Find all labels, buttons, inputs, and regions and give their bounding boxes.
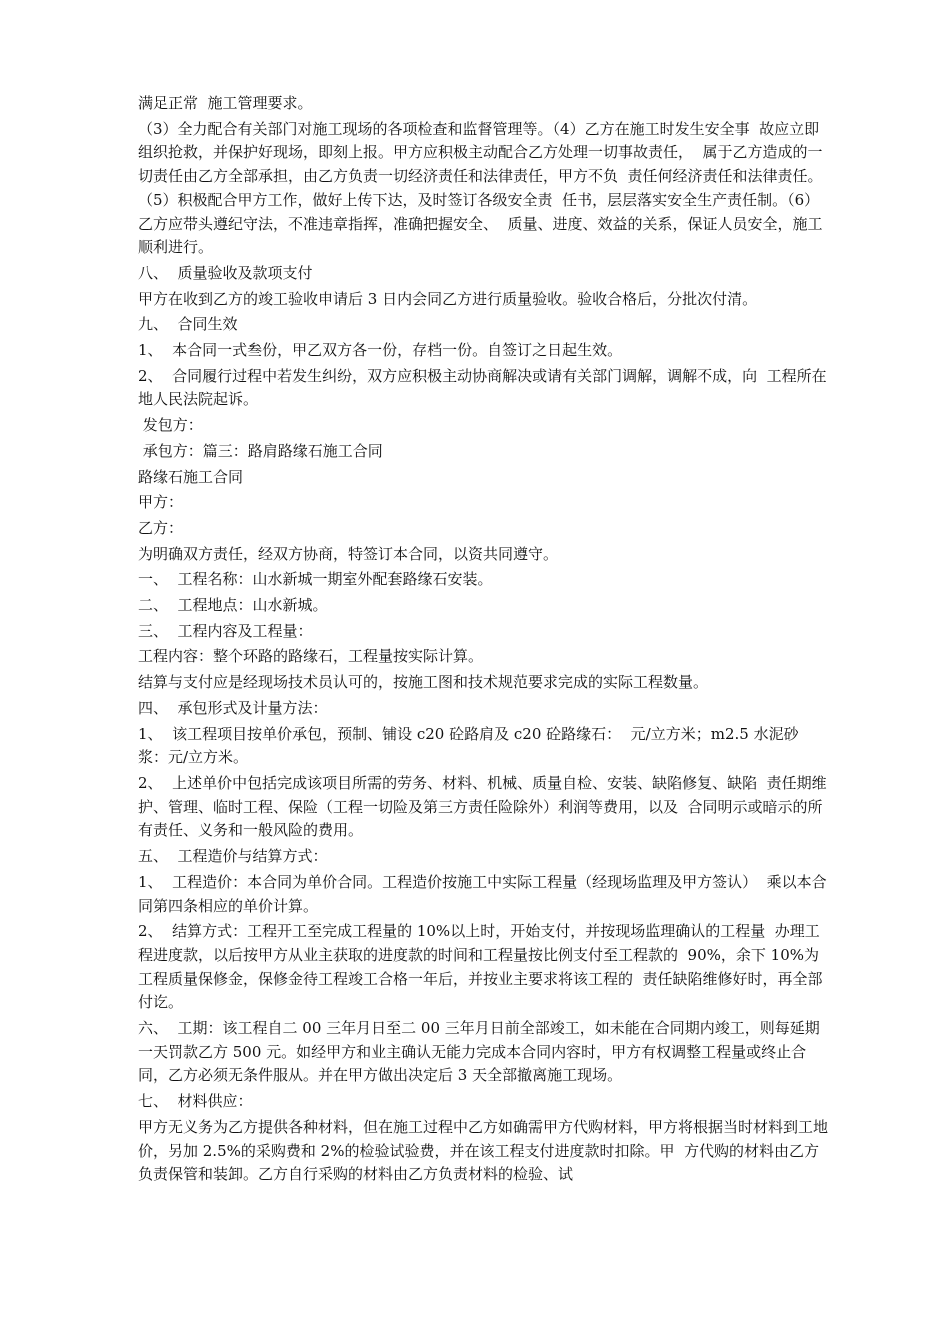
clause-9-2: 2、 合同履行过程中若发生纠纷，双方应积极主动协商解决或请有关部门调解，调解不成，向 工程所在地人民法院起诉。	[138, 366, 827, 409]
section-1-project-name: 一、 工程名称：山水新城一期室外配套路缘石安装。	[138, 570, 493, 589]
clause-5-2: 2、 结算方式：工程开工至完成工程量的 10%以上时，开始支付，并按现场监理确认的工程量 办理工程进度款，以后按甲方从业主获取的进度款的时间和工程量按比例支付至工程款的 90%，余下 10%为工程质量保修金，保修金待工程竣工合格一年后，并按业主要求将该工程的 责任缺陷维修好时，再全部付讫。	[138, 922, 823, 1012]
clause-4-1: 1、 该工程项目按单价承包，预制、铺设 c20 砼路肩及 c20 砼路缘石： 元/立方米；m2.5 水泥砂浆：元/立方米。	[138, 724, 799, 767]
party-b-line: 乙方：	[138, 518, 184, 537]
section-6-schedule: 六、 工期：该工程自二 00 三年月日至二 00 三年月日前全部竣工，如未能在合同期内竣工，则每延期一天罚款乙方 500 元。如经甲方和业主确认无能力完成本合同内容时，甲方有权调整工程量或终止合同，乙方必须无条件服从。并在甲方做出决定后 3 天全部撤离施工现场。	[138, 1019, 820, 1085]
section-heading-9: 九、 合同生效	[138, 315, 238, 334]
clause-5-1: 1、 工程造价：本合同为单价合同。工程造价按施工中实际工程量（经现场监理及甲方签认） 乘以本合同第四条相应的单价计算。	[138, 872, 827, 915]
section-heading-8: 八、 质量验收及款项支付	[138, 263, 313, 282]
section-2-project-location: 二、 工程地点：山水新城。	[138, 596, 328, 615]
clause-4-2: 2、 上述单价中包括完成该项目所需的劳务、材料、机械、质量自检、安装、缺陷修复、缺陷 责任期维护、管理、临时工程、保险（工程一切险及第三方责任险除外）利润等费用，以及 合同明示或暗示的所有责任、义务和一般风险的费用。	[138, 773, 827, 840]
party-a-line: 甲方：	[138, 493, 184, 512]
section-heading-4: 四、 承包形式及计量方法：	[138, 698, 328, 717]
employer-signature-line: 发包方：	[138, 416, 203, 435]
clause-9-1: 1、 本合同一式叁份，甲乙双方各一份，存档一份。自签订之日起生效。	[138, 341, 623, 360]
section-heading-3: 三、 工程内容及工程量：	[138, 621, 313, 640]
contract-document	[138, 92, 828, 1189]
contract-title: 路缘石施工合同	[138, 467, 244, 486]
project-content: 工程内容：整个环路的路缘石，工程量按实际计算。	[138, 647, 484, 666]
section-heading-5: 五、 工程造价与结算方式：	[138, 847, 328, 866]
paragraph-safety-duties: （3）全力配合有关部门对施工现场的各项检查和监督管理等。（4）乙方在施工时发生安全事 故应立即组织抢救，并保护好现场，即刻上报。甲方应积极主动配合乙方处理一切事故责任， 属于乙方造成的一切责任由乙方全部承担，由乙方负责一切经济责任和法律责任，甲方不负 责任何经济责任和法律责任。（5）积极配合甲方工作，做好上传下达，及时签订各级安全责 任书，层层落实安全生产责任制。（6）乙方应带头遵纪守法，不准违章指挥，准确把握安全、 质量、进度、效益的关系，保证人员安全，施工顺利进行。	[138, 119, 823, 257]
materials-supply: 甲方无义务为乙方提供各种材料，但在施工过程中乙方如确需甲方代购材料，甲方将根据当时材料到工地价，另加 2.5%的采购费和 2%的检验试验费，并在该工程支付进度款时扣除。甲 方代购的材料由乙方负责保管和装卸。乙方自行采购的材料由乙方负责材料的检验、试	[138, 1117, 829, 1184]
paragraph-continuation: 满足正常 施工管理要求。	[138, 94, 313, 112]
section-heading-7: 七、 材料供应：	[138, 1092, 253, 1111]
contractor-signature-line: 承包方：篇三：路肩路缘石施工合同	[138, 441, 383, 460]
preamble: 为明确双方责任，经双方协商，特签订本合同，以资共同遵守。	[138, 544, 559, 563]
settlement-basis: 结算与支付应是经现场技术员认可的，按施工图和技术规范要求完成的实际工程数量。	[138, 673, 709, 692]
paragraph-acceptance: 甲方在收到乙方的竣工验收申请后 3 日内会同乙方进行质量验收。验收合格后，分批次付清。	[138, 289, 758, 308]
